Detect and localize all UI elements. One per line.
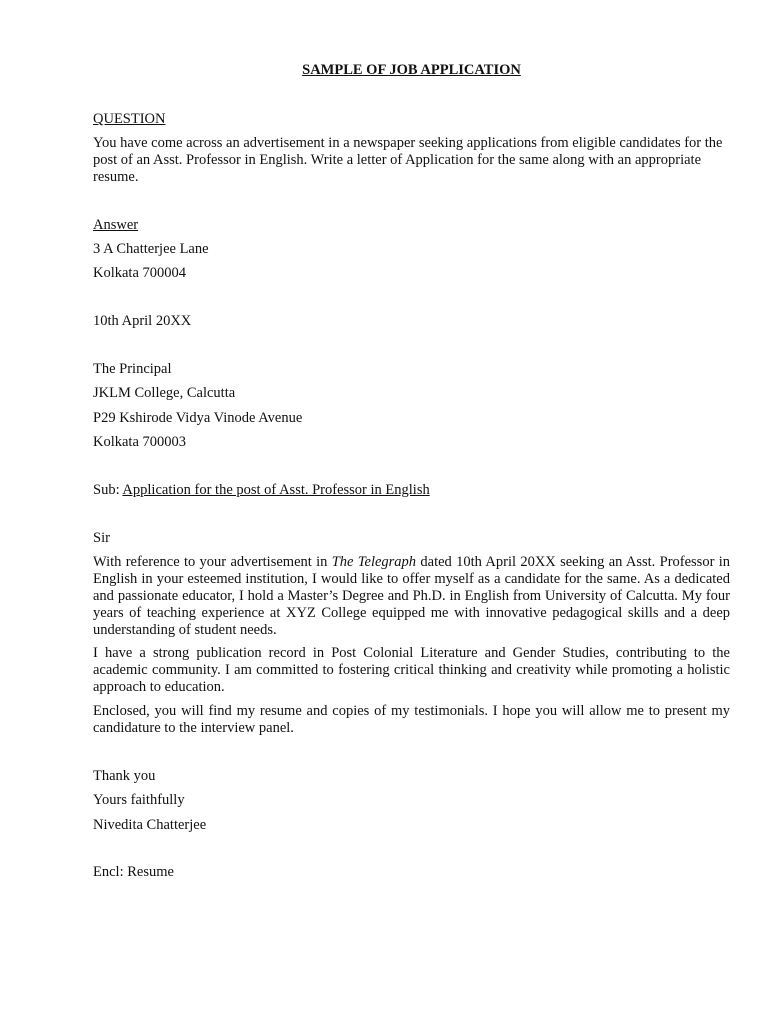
recipient-line-1: The Principal bbox=[93, 361, 172, 377]
closing-thanks: Thank you bbox=[93, 768, 156, 784]
body-paragraph-2: I have a strong publication record in Post Colonial Literature and Gender Studies, contributing to the academic community. I am committed to fostering critical thinking and creativity while promoting a holistic approach to education. bbox=[93, 645, 730, 695]
signature-name: Nivedita Chatterjee bbox=[93, 817, 207, 833]
subject-text: Application for the post of Asst. Professor in English bbox=[122, 482, 430, 498]
enclosure-note: Encl: Resume bbox=[93, 864, 174, 880]
recipient-line-2: JKLM College, Calcutta bbox=[93, 385, 236, 401]
recipient-line-4: Kolkata 700003 bbox=[93, 434, 187, 450]
body-paragraph-3: Enclosed, you will find my resume and copies of my testimonials. I hope you will allow me to present my candidature to the interview panel. bbox=[93, 703, 730, 736]
salutation: Sir bbox=[93, 530, 110, 546]
newspaper-name: The Telegraph bbox=[331, 554, 417, 570]
subject-line bbox=[93, 482, 430, 499]
sender-address-line-2: Kolkata 700004 bbox=[93, 265, 187, 281]
body1-after: dated 10th April 20XX seeking an Asst. Professor in English in your esteemed institution, I would like to offer myself as a candidate for the same. As a dedicated and passionate educator, I hold a Master’s Degree and Ph.D. in English from University of Calcutta. My four years of teaching experience at XYZ College equipped me with innovative pedagogical skills and a deep understanding of student needs. bbox=[93, 554, 730, 638]
body-paragraph-1 bbox=[93, 554, 730, 639]
question-text: You have come across an advertisement in a newspaper seeking applications from eligible candidates for the post of an Asst. Professor in English. Write a letter of Application for the same along with an appropriate resume. bbox=[93, 135, 723, 185]
letter-date: 10th April 20XX bbox=[93, 313, 192, 329]
body1-before: With reference to your advertisement in bbox=[93, 554, 332, 570]
closing-yours-faithfully: Yours faithfully bbox=[93, 792, 185, 808]
sender-address-line-1: 3 A Chatterjee Lane bbox=[93, 241, 209, 257]
question-heading: QUESTION bbox=[93, 111, 166, 127]
subject-prefix: Sub: bbox=[93, 482, 120, 498]
document-title: SAMPLE OF JOB APPLICATION bbox=[302, 62, 521, 78]
answer-heading: Answer bbox=[93, 217, 139, 233]
recipient-line-3: P29 Kshirode Vidya Vinode Avenue bbox=[93, 410, 303, 426]
